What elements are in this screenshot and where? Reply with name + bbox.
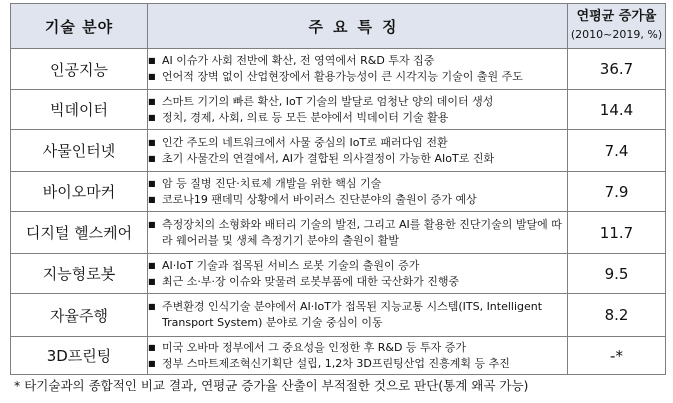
feature-text: 최근 소·부·장 이슈와 맞물려 로봇부품에 대한 국산화가 진행중 <box>162 274 460 288</box>
feature-cell <box>148 172 568 212</box>
feature-cell <box>148 49 568 90</box>
header-growth-period: (2010~2019, %) <box>570 28 663 41</box>
header-growth-title: 연평균 증가율 <box>576 9 657 24</box>
header-growth <box>568 4 666 49</box>
bullet-square-icon: ■ <box>148 112 156 122</box>
table-row <box>11 49 666 90</box>
feature-item <box>148 110 567 126</box>
feature-item <box>148 356 567 372</box>
feature-text: 암 등 질병 진단·치료제 개발을 위한 핵심 기술 <box>162 176 382 190</box>
bullet-square-icon: ■ <box>148 56 156 65</box>
header-features: 주요특징 <box>148 4 568 49</box>
bullet-square-icon: ■ <box>148 96 156 106</box>
feature-text: 언어적 장벽 없이 산업현장에서 활용가능성이 큰 시각지능 기술이 출원 주도 <box>162 70 523 83</box>
growth-rate-value: 7.4 <box>568 130 666 172</box>
feature-item <box>148 151 567 167</box>
feature-text: 미국 오바마 정부에서 그 중요성을 인정한 후 R&D 등 투자 증가 <box>162 340 467 354</box>
feature-text: 주변환경 인식기술 분야에서 AI·IoT가 접목된 지능교통 시스템(ITS, Intelligent Transport System) 분야로 기술 중심이 이동 <box>162 300 543 329</box>
field-name: 인공지능 <box>11 49 148 90</box>
table-row <box>11 337 666 375</box>
bullet-square-icon: ■ <box>148 178 156 188</box>
feature-cell <box>148 212 568 254</box>
bullet-square-icon: ■ <box>148 194 156 204</box>
field-name: 디지털 헬스케어 <box>11 212 148 254</box>
field-name: 3D프린팅 <box>11 337 148 375</box>
feature-cell <box>148 254 568 294</box>
feature-item <box>148 53 567 69</box>
table-body <box>11 49 666 375</box>
bullet-square-icon: ■ <box>148 342 156 352</box>
table-row <box>11 90 666 130</box>
feature-text: 인간 주도의 네트워크에서 사물 중심의 IoT로 패러다임 전환 <box>162 135 448 149</box>
bullet-square-icon: ■ <box>148 358 156 368</box>
bullet-square-icon: ■ <box>148 302 156 311</box>
feature-cell <box>148 130 568 172</box>
feature-item <box>148 176 567 192</box>
feature-text: AI·IoT 기술과 접목된 서비스 로봇 기술의 출원이 증가 <box>162 258 420 272</box>
growth-rate-value: 14.4 <box>568 90 666 130</box>
growth-rate-value: 7.9 <box>568 172 666 212</box>
table-row <box>11 130 666 172</box>
bullet-square-icon: ■ <box>148 153 156 163</box>
feature-text: 초기 사물간의 연결에서, AI가 결합된 의사결정이 가능한 AIoT로 진화 <box>162 151 495 165</box>
table-row <box>11 254 666 294</box>
growth-rate-value: 8.2 <box>568 294 666 337</box>
feature-text: 측정장치의 소형화와 배터리 기술의 발전, 그리고 AI를 활용한 진단기술의 발달에 따라 웨어러블 및 생체 측정기기 분야의 출원이 활발 <box>162 217 562 247</box>
feature-item <box>148 258 567 274</box>
feature-item <box>148 135 567 151</box>
feature-cell <box>148 294 568 337</box>
feature-cell <box>148 90 568 130</box>
bullet-square-icon: ■ <box>148 72 156 81</box>
bullet-square-icon: ■ <box>148 137 156 147</box>
growth-rate-value: -* <box>568 337 666 375</box>
feature-item <box>148 69 567 85</box>
header-field: 기술 분야 <box>11 4 148 49</box>
table-row <box>11 212 666 254</box>
bullet-square-icon: ■ <box>148 276 156 286</box>
feature-cell <box>148 337 568 375</box>
feature-text: 코로나19 팬데믹 상황에서 바이러스 진단분야의 출원이 증가 예상 <box>162 192 477 206</box>
growth-rate-value: 9.5 <box>568 254 666 294</box>
feature-item <box>148 94 567 110</box>
field-name: 사물인터넷 <box>11 130 148 172</box>
feature-text: AI 이슈가 사회 전반에 확산, 전 영역에서 R&D 투자 집중 <box>162 54 435 67</box>
bullet-square-icon: ■ <box>148 260 156 270</box>
bullet-square-icon: ■ <box>148 219 156 229</box>
feature-item <box>148 299 567 331</box>
table-header-row <box>11 4 666 49</box>
field-name: 지능형로봇 <box>11 254 148 294</box>
table-row <box>11 172 666 212</box>
feature-text: 정치, 경제, 사회, 의료 등 모든 분야에서 빅데이터 기술 활용 <box>162 110 449 124</box>
field-name: 빅데이터 <box>11 90 148 130</box>
footnote: * 타기술과의 종합적인 비교 결과, 연평균 증가율 산출이 부적절한 것으로 판단(통계 왜곡 가능) <box>14 378 529 393</box>
feature-item <box>148 192 567 208</box>
feature-text: 정부 스마트제조혁신기획단 설립, 1,2차 3D프린팅산업 진흥계획 등 추진 <box>162 356 510 370</box>
field-name: 자율주행 <box>11 294 148 337</box>
feature-item <box>148 274 567 290</box>
growth-rate-value: 36.7 <box>568 49 666 90</box>
feature-item <box>148 340 567 356</box>
tech-field-table <box>10 3 666 375</box>
growth-rate-value: 11.7 <box>568 212 666 254</box>
table-row <box>11 294 666 337</box>
field-name: 바이오마커 <box>11 172 148 212</box>
feature-text: 스마트 기기의 빠른 확산, IoT 기술의 발달로 엄청난 양의 데이터 생성 <box>162 94 494 108</box>
feature-item <box>148 217 567 249</box>
